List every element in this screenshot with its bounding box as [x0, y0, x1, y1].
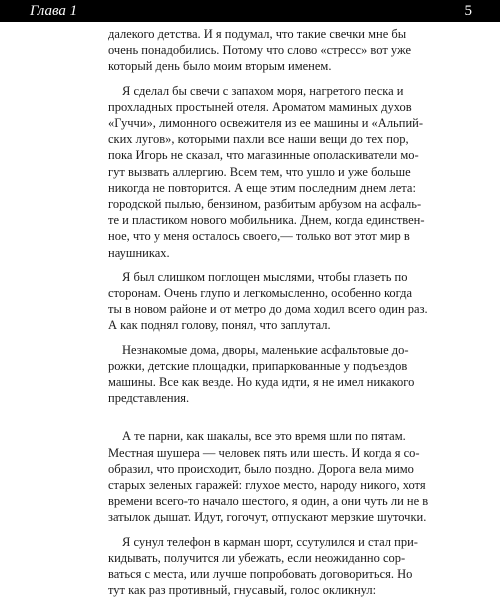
paragraph: [108, 26, 412, 75]
paragraph-gap: [108, 334, 400, 342]
paragraph-gap: [108, 526, 400, 534]
running-header: [0, 0, 500, 22]
text-line: времени всего-то начало шестого, я один, а они чуть ли не в: [108, 494, 429, 509]
text-line: далекого детства. И я подумал, что такие свечки мне бы: [108, 27, 407, 41]
text-line: старых зеленых гаражей: глухое место, народу никого, хотя: [108, 478, 426, 493]
text-line: ты в новом районе и от метро до дома ходил всего один раз.: [108, 302, 428, 317]
text-line: ваться с места, или лучше попробовать договориться. Но: [108, 567, 413, 582]
paragraph: [108, 269, 428, 334]
paragraph: [108, 428, 429, 525]
text-line: никогда не повторится. А еще этим последним днем лета:: [108, 180, 416, 195]
text-line: сторонам. Очень глупо и легкомысленно, особенно когда: [108, 286, 413, 301]
text-line: который день было моим вторым именем.: [108, 59, 332, 74]
text-line: наушниках.: [108, 245, 170, 260]
page-number: 5: [464, 3, 472, 19]
text-line: кидывать, получится ли убежать, если неожиданно сор-: [108, 550, 406, 565]
paragraph: [108, 83, 425, 261]
text-line: очень понадобились. Потому что слово «стресс» вот уже: [108, 43, 412, 58]
section-break: [108, 406, 400, 428]
text-line: Я сунул телефон в карман шорт, ссутулился и стал при-: [122, 534, 418, 549]
text-line: городской пылью, бензином, разбитым арбузом на асфаль-: [108, 197, 422, 212]
text-line: пока Игорь не сказал, что магазинные ополаскиватели мо-: [108, 148, 419, 163]
text-line: те и пластиком нового мобильника. Днем, когда единствен-: [108, 213, 425, 228]
chapter-title: Глава 1: [30, 3, 78, 19]
text-line: машины. Все как везде. Но куда идти, я не имел никакого: [108, 375, 415, 390]
paragraph: [108, 534, 418, 599]
text-line: прохладных простыней отеля. Ароматом маминых духов: [108, 99, 412, 114]
text-line: Я сделал бы свечи с запахом моря, нагретого песка и: [122, 83, 404, 98]
text-line: ских лугов», которыми пахли все наши вещи до тех пор,: [108, 132, 409, 147]
paragraph: [108, 342, 415, 407]
text-line: А те парни, как шакалы, все это время шли по пятам.: [122, 429, 406, 444]
text-line: образил, что происходит, было поздно. Дорога вела мимо: [108, 461, 414, 476]
text-line: Незнакомые дома, дворы, маленькие асфальтовые до-: [122, 342, 409, 357]
page-body: [108, 26, 429, 599]
text-line: Я был слишком поглощен мыслями, чтобы глазеть по: [122, 269, 408, 284]
text-line: рожки, детские площадки, припаркованные у подъездов: [108, 358, 408, 373]
text-line: Местная шушера — человек пять или шесть. И когда я со-: [108, 445, 420, 460]
text-line: тут как раз противный, гнусавый, голос окликнул:: [108, 583, 377, 598]
paragraph-gap: [108, 75, 400, 83]
text-line: «Гуччи», лимонного освежителя из ее машины и «Альпий-: [108, 116, 423, 131]
paragraph-gap: [108, 261, 400, 269]
text-line: затылок дышат. Идут, гогочут, отпускают мерзкие шуточки.: [108, 510, 427, 525]
text-line: ное, что у меня осталось своего,— только вот этот мир в: [108, 229, 410, 244]
text-line: гут вызвать аллергию. Всем тем, что ушло и уже больше: [108, 164, 411, 179]
text-line: А как поднял голову, понял, что заплутал.: [108, 318, 331, 333]
text-line: представления.: [108, 391, 190, 406]
